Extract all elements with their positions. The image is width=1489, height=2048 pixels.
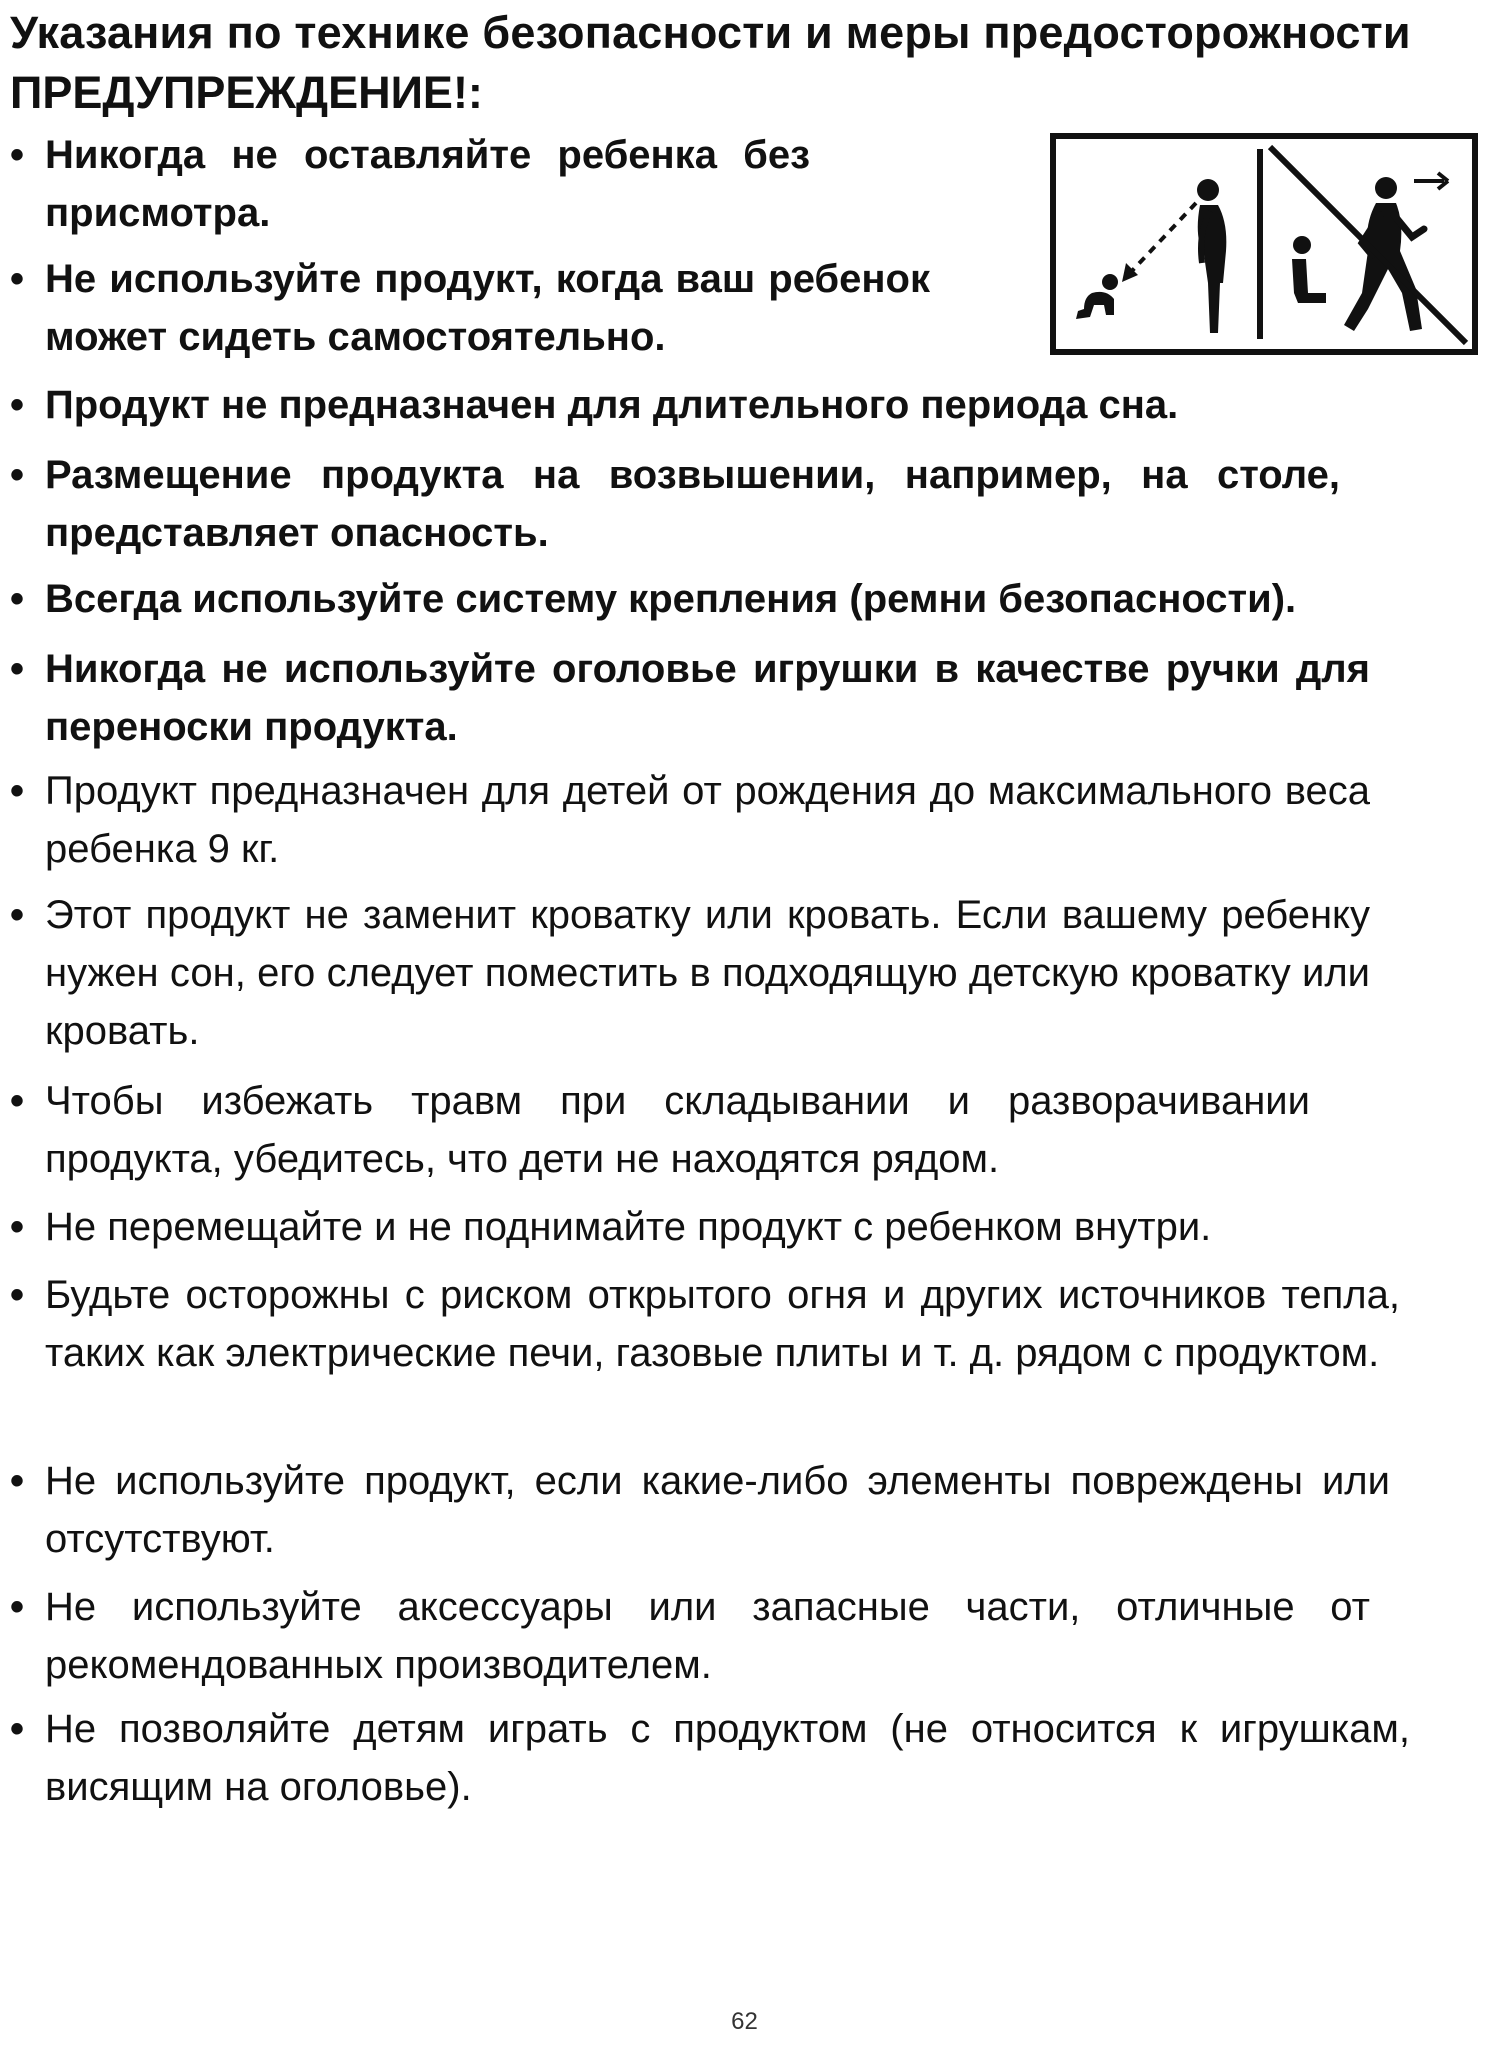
list-item [10, 1266, 1400, 1382]
list-item-text: Чтобы избежать травм при складывании и разворачивании продукта, убедитесь, что дети не находятся рядом. [45, 1079, 1310, 1181]
bullet-icon: • [10, 577, 25, 621]
bullet-icon: • [10, 257, 25, 301]
page-title: Указания по технике безопасности и меры предосторожности [10, 7, 1411, 58]
list-item-text: Продукт предназначен для детей от рождения до максимального веса ребенка 9 кг. [45, 769, 1370, 871]
list-item [10, 1578, 1370, 1694]
list-item-text: Никогда не используйте оголовье игрушки в качестве ручки для переноски продукта. [45, 647, 1370, 749]
list-item [10, 126, 810, 242]
list-item [10, 1700, 1410, 1816]
bullet-icon: • [10, 1459, 25, 1503]
list-item-text: Будьте осторожны с риском открытого огня и других источников тепла, таких как электрические печи, газовые плиты и т. д. рядом с продуктом. [45, 1273, 1400, 1375]
list-item [10, 250, 930, 366]
list-item [10, 762, 1370, 878]
list-item [10, 640, 1370, 756]
list-item-text: Продукт не предназначен для длительного периода сна. [45, 383, 1179, 427]
list-item-text: Этот продукт не заменит кроватку или кровать. Если вашему ребенку нужен сон, его следует поместить в подходящую детскую кроватку или кровать. [45, 893, 1370, 1053]
list-item [10, 570, 1410, 628]
list-item-text: Не используйте аксессуары или запасные части, отличные от рекомендованных производителем. [45, 1585, 1370, 1687]
list-item-text: Не используйте продукт, если какие-либо элементы повреждены или отсутствуют. [45, 1459, 1390, 1561]
bullet-icon: • [10, 133, 25, 177]
warning-heading: ПРЕДУПРЕЖДЕНИЕ!: [10, 67, 483, 118]
bullet-icon: • [10, 1707, 25, 1751]
list-item-text: Не перемещайте и не поднимайте продукт с ребенком внутри. [45, 1205, 1212, 1249]
list-item [10, 1072, 1310, 1188]
list-item [10, 1452, 1390, 1568]
bullet-icon: • [10, 1585, 25, 1629]
list-item-text: Никогда не оставляйте ребенка без присмотра. [45, 133, 810, 235]
bullet-icon: • [10, 1273, 25, 1317]
list-item [10, 446, 1340, 562]
list-item [10, 1198, 1410, 1256]
bullet-icon: • [10, 383, 25, 427]
bullet-icon: • [10, 1205, 25, 1249]
list-item [10, 376, 1410, 434]
bullet-icon: • [10, 893, 25, 937]
list-item-text: Размещение продукта на возвышении, например, на столе, представляет опасность. [45, 453, 1340, 555]
list-item-text: Не используйте продукт, когда ваш ребенок может сидеть самостоятельно. [45, 257, 930, 359]
bullet-icon: • [10, 1079, 25, 1123]
list-item [10, 886, 1370, 1060]
list-item-text: Всегда используйте систему крепления (ремни безопасности). [45, 577, 1297, 621]
bullet-icon: • [10, 769, 25, 813]
do-not-leave-child-unattended-icon [1050, 133, 1478, 355]
page-number: 62 [731, 2008, 758, 2035]
bullet-icon: • [10, 453, 25, 497]
bullet-icon: • [10, 647, 25, 691]
list-item-text: Не позволяйте детям играть с продуктом (не относится к игрушкам, висящим на оголовье). [45, 1707, 1410, 1809]
